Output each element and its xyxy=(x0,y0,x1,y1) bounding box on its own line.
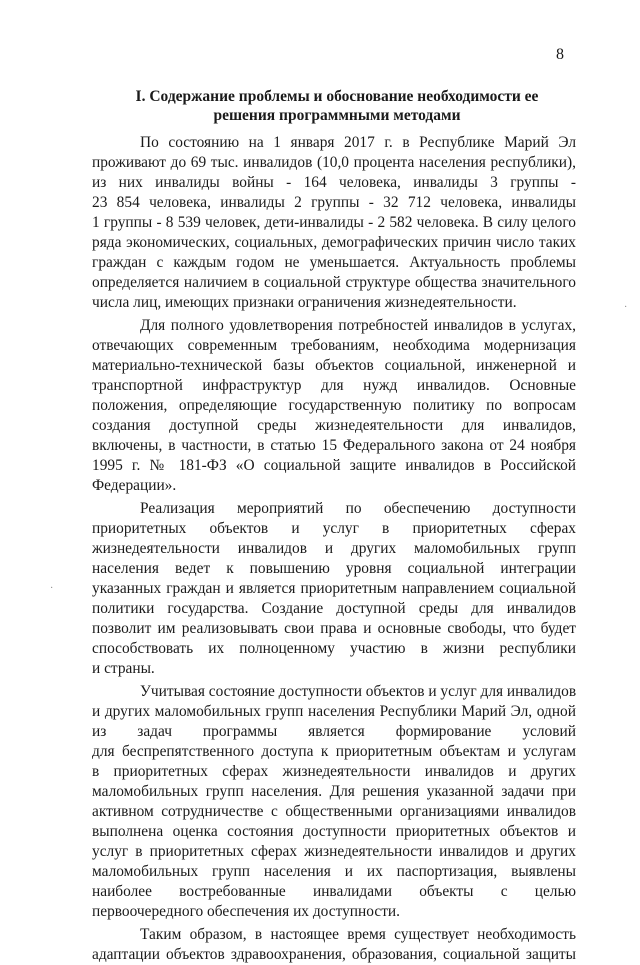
text-line: Учитывая состояние доступности объектов и услуг для инвалидов xyxy=(140,683,577,700)
page-number: 8 xyxy=(556,46,564,63)
text-line: числа лиц, имеющих признаки ограничения жизнедеятельности. xyxy=(92,294,517,311)
scan-dot-mark: · xyxy=(624,302,628,313)
text-line: ряда экономических, социальных, демографических причин число таких xyxy=(92,234,576,251)
text-line: создания доступной среды жизнедеятельности для инвалидов, xyxy=(92,417,576,434)
heading-line-2: решения программными методами xyxy=(213,107,461,124)
text-line: приоритетных объектов и услуг в приоритетных сферах xyxy=(92,520,576,537)
text-line: Таким образом, в настоящее время существует необходимость xyxy=(140,926,576,943)
paragraph xyxy=(92,133,576,313)
paragraph xyxy=(92,682,576,922)
text-line: и других маломобильных групп населения Республики Марий Эл, одной xyxy=(92,703,576,720)
text-line: материально-технической базы объектов социальной, инженерной и xyxy=(92,357,576,374)
text-line: и страны. xyxy=(92,660,155,677)
text-line: Для полного удовлетворения потребностей инвалидов в услугах, xyxy=(140,317,576,334)
text-line: способствовать их полноценному участию в жизни республики xyxy=(92,640,576,657)
text-line: позволит им реализовывать свои права и основные свободы, что будет xyxy=(92,620,576,637)
text-line: включены, в частности, в статью 15 Федерального закона от 24 ноября xyxy=(92,437,576,454)
text-line: адаптации объектов здравоохранения, образования, социальной защиты xyxy=(92,946,576,963)
scan-dot-mark: · xyxy=(50,583,54,594)
section-heading xyxy=(92,87,582,125)
text-line: отвечающих современным требованиям, необходима модернизация xyxy=(92,337,576,354)
text-line: Федерации». xyxy=(92,477,177,494)
text-line: жизнедеятельности инвалидов и других маломобильных групп xyxy=(92,540,576,557)
paragraph xyxy=(92,925,576,965)
text-line: 1995 г. № 181-ФЗ «О социальной защите инвалидов в Российской xyxy=(92,457,576,474)
paragraph xyxy=(92,316,576,496)
text-line: выполнена оценка состояния доступности приоритетных объектов и xyxy=(92,823,576,840)
body-text xyxy=(92,133,576,965)
text-line: для беспрепятственного доступа к приоритетным объектам и услугам xyxy=(92,743,576,760)
text-line: услуг в приоритетных сферах жизнедеятельности инвалидов и других xyxy=(92,843,576,860)
heading-line-1: I. Содержание проблемы и обоснование необходимости ее xyxy=(135,88,539,105)
text-line: маломобильных групп населения и их паспортизация, выявлены xyxy=(92,863,576,880)
text-line: проживают до 69 тыс. инвалидов (10,0 процента населения республики), xyxy=(92,154,576,171)
text-line: указанных граждан и является приоритетным направлением социальной xyxy=(92,580,576,597)
text-line: из задач программы является формирование условий xyxy=(92,723,576,740)
text-line: в приоритетных сферах жизнедеятельности инвалидов и других xyxy=(92,763,576,780)
text-line: Реализация мероприятий по обеспечению доступности xyxy=(140,500,576,517)
text-line: 23 854 человека, инвалиды 2 группы - 32 712 человека, инвалиды xyxy=(92,194,576,211)
text-line: определяется наличием в социальной структуре общества значительного xyxy=(92,274,576,291)
text-line: транспортной инфраструктур для нужд инвалидов. Основные xyxy=(92,377,576,394)
paragraph xyxy=(92,499,576,679)
text-line: наиболее востребованные инвалидами объекты с целью xyxy=(92,883,576,900)
text-line: граждан с каждым годом не уменьшается. Актуальность проблемы xyxy=(92,254,576,271)
text-line: 1 группы - 8 539 человек, дети-инвалиды - 2 582 человека. В силу целого xyxy=(92,214,576,231)
text-line: из них инвалиды войны - 164 человека, инвалиды 3 группы - xyxy=(92,174,576,191)
text-line: положения, определяющие государственную политику по вопросам xyxy=(92,397,576,414)
text-line: политики государства. Создание доступной среды для инвалидов xyxy=(92,600,576,617)
text-line: первоочередного обеспечения их доступности. xyxy=(92,903,400,920)
text-line: населения ведет к повышению уровня социальной интеграции xyxy=(92,560,576,577)
text-line: По состоянию на 1 января 2017 г. в Республике Марий Эл xyxy=(140,134,576,151)
text-line: активном сотрудничестве с общественными организациями инвалидов xyxy=(92,803,576,820)
text-line: маломобильных групп населения. Для решения указанной задачи при xyxy=(92,783,576,800)
